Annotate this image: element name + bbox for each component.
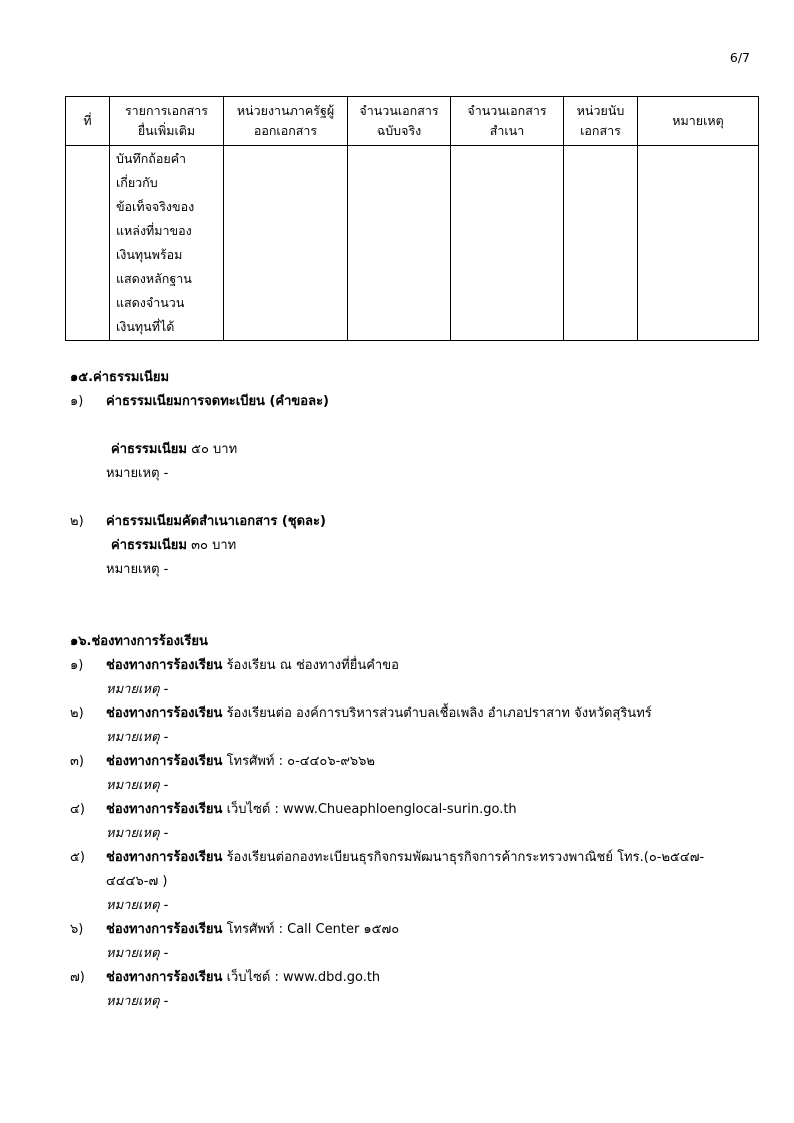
complaint-item-text: [106, 966, 380, 990]
additional-documents-table: [65, 96, 759, 341]
document-line: เกี่ยวกับ: [116, 175, 158, 190]
fee-label: ค่าธรรมเนียม: [111, 538, 187, 553]
complaint-item-number: ๖): [70, 922, 84, 937]
cell-document: [110, 146, 224, 341]
complaint-channel-label: ช่องทางการร้องเรียน: [106, 850, 223, 865]
complaint-channel-detail-cont: ๔๔๔๖-๗ ): [106, 874, 168, 889]
spacer: [70, 414, 750, 438]
spacer: [70, 486, 750, 510]
fee-amount-row: [70, 534, 750, 558]
complaint-remark-row: [70, 774, 750, 798]
fee-value: ๕๐ บาท: [191, 442, 238, 457]
cell-originals: [348, 146, 451, 341]
complaint-channel-detail: ร้องเรียน ณ ช่องทางที่ยื่นคำขอ: [226, 658, 399, 673]
fee-remark: หมายเหตุ -: [106, 466, 169, 481]
cell-agency: [224, 146, 348, 341]
fee-item-name: ค่าธรรมเนียมคัดสำเนาเอกสาร (ชุดละ): [106, 514, 326, 529]
complaint-item: [70, 918, 750, 942]
fee-item-number: ๒): [70, 514, 84, 529]
document-line: แสดงจำนวน: [116, 295, 185, 310]
document-description: [110, 146, 223, 339]
fee-remark-row: [70, 558, 750, 582]
complaint-item-text: [106, 798, 517, 822]
table-header-row: [66, 97, 759, 146]
complaint-item-number: ๑): [70, 658, 84, 673]
complaint-remark-row: [70, 678, 750, 702]
complaint-remark: หมายเหตุ -: [106, 682, 169, 697]
complaint-channel-detail: โทรศัพท์ : ๐-๔๔๐๖-๙๖๖๒: [226, 754, 375, 769]
complaint-remark: หมายเหตุ -: [106, 730, 169, 745]
cell-copies: [451, 146, 564, 341]
fee-remark-row: [70, 462, 750, 486]
col-originals-header: จำนวนเอกสาร ฉบับจริง: [348, 97, 451, 146]
col-remark-header: หมายเหตุ: [638, 97, 759, 146]
complaint-remark-row: [70, 942, 750, 966]
fee-remark: หมายเหตุ -: [106, 562, 169, 577]
complaint-remark: หมายเหตุ -: [106, 778, 169, 793]
complaint-item-number: ๒): [70, 706, 84, 721]
complaint-item-number: ๕): [70, 850, 85, 865]
complaint-channel-label: ช่องทางการร้องเรียน: [106, 970, 223, 985]
table-row: [66, 146, 759, 341]
col-no-header: ที่: [66, 97, 110, 146]
complaints-title-row: [70, 630, 750, 654]
complaints-section: [70, 630, 750, 1014]
document-line: เงินทุนพร้อม: [116, 247, 183, 262]
complaint-item: [70, 966, 750, 990]
fee-item-2: [70, 510, 750, 534]
complaint-remark-row: [70, 726, 750, 750]
fee-label: ค่าธรรมเนียม: [111, 442, 187, 457]
complaint-remark-row: [70, 894, 750, 918]
col-unit-header: หน่วยนับ เอกสาร: [564, 97, 638, 146]
fee-amount-row: [70, 438, 750, 462]
complaint-channel-label: ช่องทางการร้องเรียน: [106, 706, 223, 721]
complaint-channel-detail: เว็บไซต์ : www.Chueaphloenglocal-surin.go.th: [226, 802, 517, 817]
complaint-remark: หมายเหตุ -: [106, 994, 169, 1009]
complaint-item-text: [106, 918, 399, 942]
document-line: เงินทุนที่ได้: [116, 319, 175, 334]
complaint-item: [70, 702, 750, 726]
complaint-item: [70, 798, 750, 822]
complaint-channel-detail: ร้องเรียนต่อกองทะเบียนธุรกิจกรมพัฒนาธุรกิจการค้ากระทรวงพาณิชย์ โทร.(๐-๒๕๔๗-: [226, 850, 705, 865]
complaint-channel-label: ช่องทางการร้องเรียน: [106, 754, 223, 769]
page-number: 6/7: [729, 50, 750, 65]
complaint-item: [70, 846, 750, 870]
fee-value: ๓๐ บาท: [191, 538, 237, 553]
col-copies-header: จำนวนเอกสาร สำเนา: [451, 97, 564, 146]
cell-remark: [638, 146, 759, 341]
complaint-remark: หมายเหตุ -: [106, 826, 169, 841]
complaint-remark-row: [70, 990, 750, 1014]
document-line: บันทึกถ้อยคำ: [116, 151, 187, 166]
col-document-header: รายการเอกสาร ยื่นเพิ่มเติม: [110, 97, 224, 146]
complaint-item-continued: [70, 870, 750, 894]
complaint-item: [70, 750, 750, 774]
fee-item-number: ๑): [70, 394, 84, 409]
cell-no: [66, 146, 110, 341]
complaint-item-text: [106, 702, 652, 726]
complaint-remark: หมายเหตุ -: [106, 898, 169, 913]
complaint-item-text: [106, 750, 375, 774]
document-line: แสดงหลักฐาน: [116, 271, 192, 286]
complaint-item-number: ๓): [70, 754, 84, 769]
complaint-channel-label: ช่องทางการร้องเรียน: [106, 922, 223, 937]
document-line: แหล่งที่มาของ: [116, 223, 192, 238]
complaint-item-number: ๗): [70, 970, 85, 985]
complaint-channel-detail: ร้องเรียนต่อ องค์การบริหารส่วนตำบลเชื้อเพลิง อำเภอปราสาท จังหวัดสุรินทร์: [226, 706, 652, 721]
fees-title: ๑๕.ค่าธรรมเนียม: [70, 370, 170, 385]
fees-title-row: [70, 366, 750, 390]
fee-item-name: ค่าธรรมเนียมการจดทะเบียน (คำขอละ): [106, 394, 329, 409]
complaint-channel-label: ช่องทางการร้องเรียน: [106, 802, 223, 817]
document-line: ข้อเท็จจริงของ: [116, 199, 195, 214]
complaint-channel-detail: เว็บไซต์ : www.dbd.go.th: [226, 970, 381, 985]
fee-item-1: [70, 390, 750, 414]
fees-section: [70, 366, 750, 582]
complaint-item: [70, 654, 750, 678]
complaint-channel-label: ช่องทางการร้องเรียน: [106, 658, 223, 673]
complaint-remark: หมายเหตุ -: [106, 946, 169, 961]
complaint-item-text: [106, 846, 704, 870]
col-agency-header: หน่วยงานภาครัฐผู้ ออกเอกสาร: [224, 97, 348, 146]
complaint-remark-row: [70, 822, 750, 846]
complaints-title: ๑๖.ช่องทางการร้องเรียน: [70, 634, 208, 649]
complaint-channel-detail: โทรศัพท์ : Call Center ๑๕๗๐: [226, 922, 400, 937]
cell-unit: [564, 146, 638, 341]
complaint-item-number: ๔): [70, 802, 85, 817]
complaint-item-text: [106, 654, 399, 678]
